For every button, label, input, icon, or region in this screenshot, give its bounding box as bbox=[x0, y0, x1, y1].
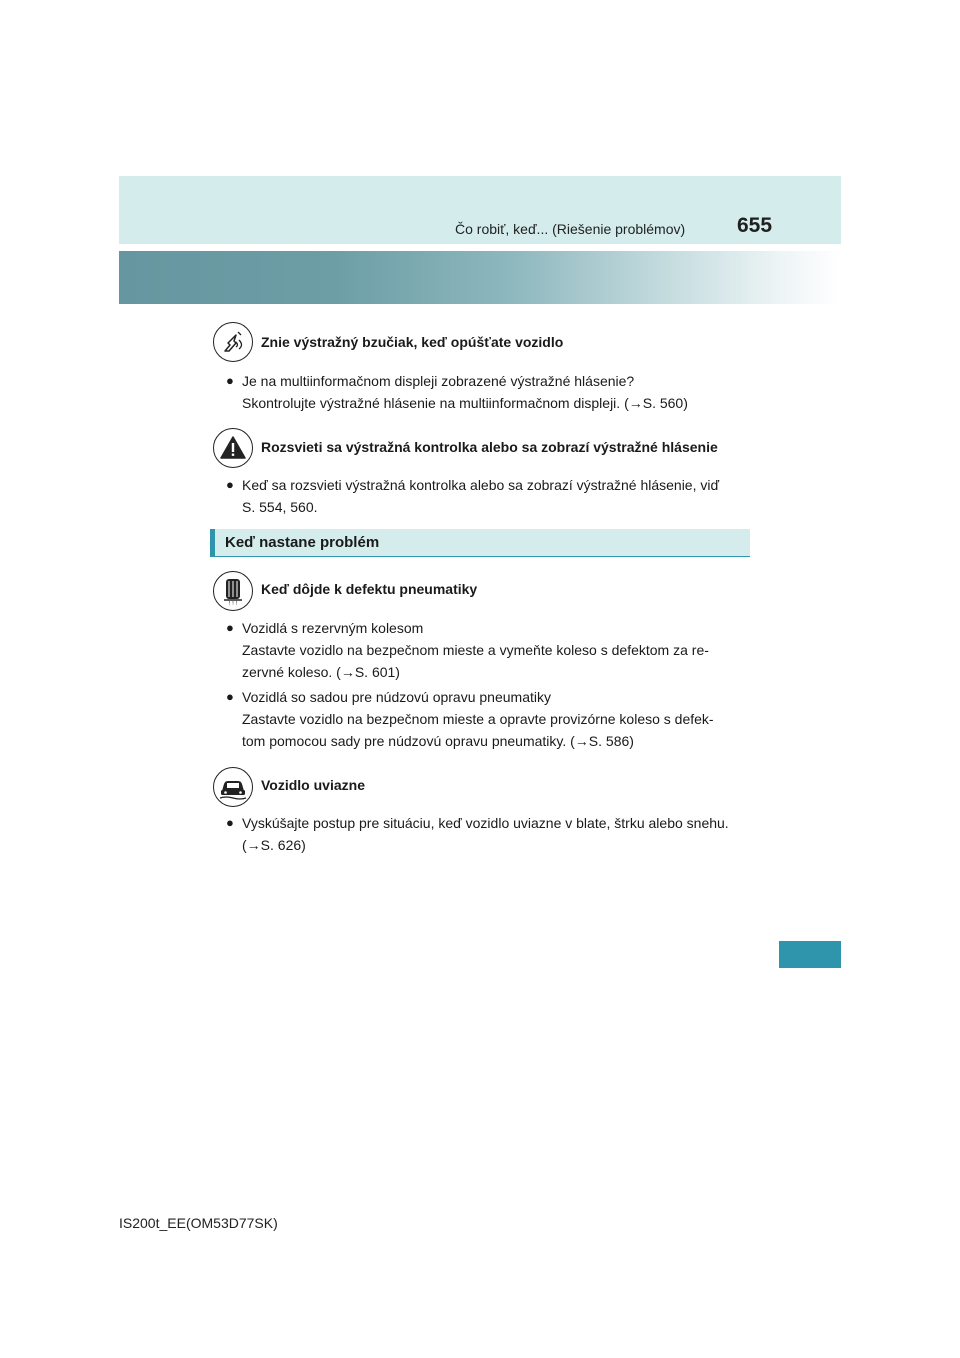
bullet-icon: ● bbox=[226, 620, 234, 635]
bullet-icon: ● bbox=[226, 373, 234, 388]
section-header bbox=[210, 529, 750, 557]
subhead-flat-tire: Keď dôjde k defektu pneumatiky bbox=[261, 581, 478, 597]
subhead-warning: Rozsvieti sa výstražná kontrolka alebo sa zobrazí výstražné hlásenie bbox=[261, 439, 718, 455]
list-item bbox=[226, 686, 750, 752]
warning-triangle-icon bbox=[213, 428, 253, 468]
bullet-line: Keď sa rozsvieti výstražná kontrolka alebo sa zobrazí výstražné hlásenie, viď bbox=[242, 477, 720, 493]
bullet-line: Zastavte vozidlo na bezpečnom mieste a vymeňte koleso s defektom za re- bbox=[242, 642, 709, 658]
svg-text:! ! !: ! ! ! bbox=[228, 601, 238, 606]
bullet-line: S. 554, 560. bbox=[242, 499, 318, 515]
bullet-line: zervné koleso. (→S. 601) bbox=[242, 664, 400, 680]
gradient-banner bbox=[119, 251, 841, 304]
bullet-line: tom pomocou sady pre núdzovú opravu pneumatiky. (→S. 586) bbox=[242, 733, 634, 749]
buzzer-icon bbox=[213, 322, 253, 362]
flat-tire-icon bbox=[213, 571, 253, 611]
subhead-stuck-vehicle: Vozidlo uviazne bbox=[261, 777, 365, 793]
bullet-line: (→S. 626) bbox=[242, 837, 306, 853]
chapter-title: Čo robiť, keď... (Riešenie problémov) bbox=[455, 221, 686, 237]
list-item bbox=[226, 617, 750, 683]
list-item bbox=[226, 812, 750, 856]
bullet-icon: ● bbox=[226, 689, 234, 704]
document-code: IS200t_EE(OM53D77SK) bbox=[119, 1215, 278, 1231]
subhead-buzzer: Znie výstražný bzučiak, keď opúšťate vozidlo bbox=[261, 334, 564, 350]
bullet-line: Vozidlá so sadou pre núdzovú opravu pneumatiky bbox=[242, 689, 551, 705]
bullet-icon: ● bbox=[226, 477, 234, 492]
bullet-icon: ● bbox=[226, 815, 234, 830]
bullet-line: Vozidlá s rezervným kolesom bbox=[242, 620, 424, 636]
bullet-line: Skontrolujte výstražné hlásenie na multiinformačnom displeji. (→S. 560) bbox=[242, 395, 688, 411]
bullet-line: Vyskúšajte postup pre situáciu, keď vozidlo uviazne v blate, štrku alebo snehu. bbox=[242, 815, 729, 831]
list-item bbox=[226, 474, 750, 518]
page-number: 655 bbox=[737, 214, 773, 237]
section-title: Keď nastane problém bbox=[225, 534, 380, 551]
stuck-vehicle-icon bbox=[213, 767, 253, 807]
bullet-line: Zastavte vozidlo na bezpečnom mieste a opravte provizórne koleso s defek- bbox=[242, 711, 714, 727]
bullet-line: Je na multiinformačnom displeji zobrazené výstražné hlásenie? bbox=[242, 373, 635, 389]
list-item bbox=[226, 370, 750, 414]
chapter-tab bbox=[779, 941, 841, 968]
